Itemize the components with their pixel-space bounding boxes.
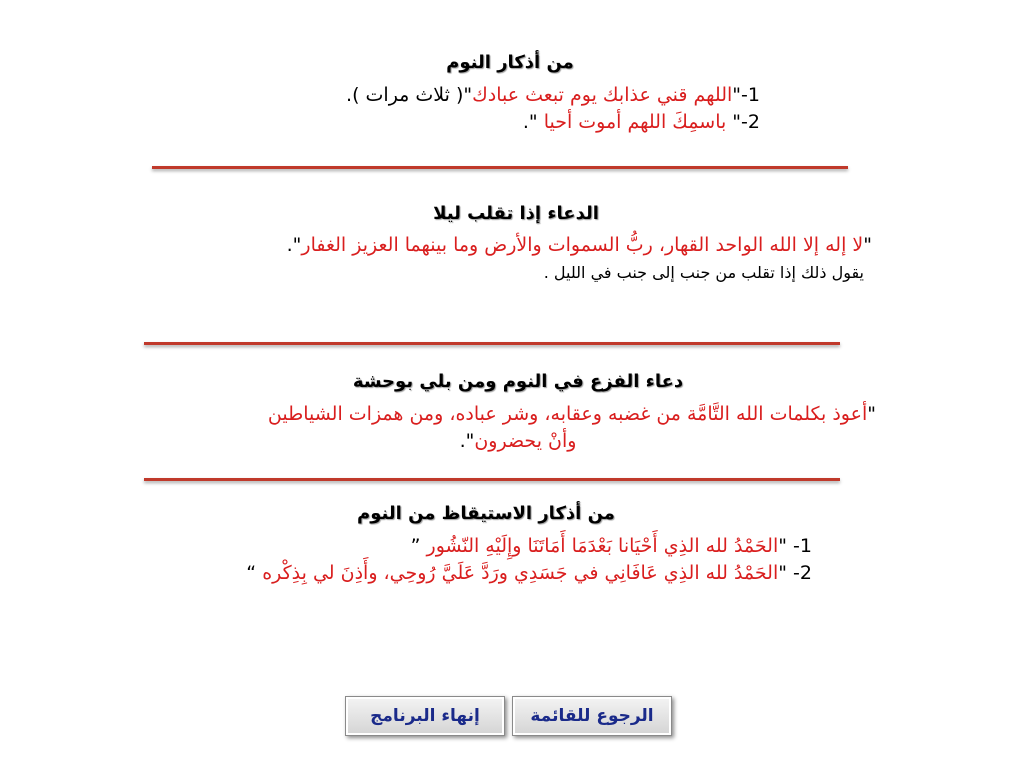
wake-line-1-dua: الحَمْدُ لله الذِي أَحْيَانا بَعْدَمَا أَمَاتَنَا وإِلَيْهِ النّشُور (426, 535, 779, 557)
fear-line-1-dua: أعوذ بكلمات الله التَّامَّة من غضبه وعقابه، وشر عباده، ومن همزات الشياطين (267, 403, 868, 425)
fear-line-1-quote: " (867, 403, 876, 425)
section-sleep-title: من أذكار النوم (446, 52, 574, 73)
fear-line-1 (160, 401, 876, 428)
wake-line-1-number: 1- (787, 535, 812, 557)
section-fear (160, 371, 876, 455)
fear-line-2-dua: وأنْ يحضرون (474, 430, 577, 452)
sleep-line-2 (260, 109, 760, 136)
sleep-line-1-number: 1- (741, 84, 760, 106)
section-sleep (260, 52, 760, 136)
section-wake-title: من أذكار الاستيقاظ من النوم (357, 503, 615, 524)
sleep-line-1 (260, 82, 760, 109)
separator-3 (144, 478, 840, 481)
wake-line-2-quote: " (778, 562, 787, 584)
fear-line-2-end: ". (459, 430, 475, 452)
turn-line-1-quote: " (863, 234, 872, 256)
section-turn (160, 203, 872, 286)
sleep-line-2-dua: باسمِكَ اللهم أموت أحيا (543, 111, 727, 133)
sleep-line-1-dua: اللهم قني عذابك يوم تبعث عبادك (472, 84, 733, 106)
turn-line-1-end: ". (286, 234, 302, 256)
turn-line-1 (160, 232, 872, 259)
turn-line-1-dua: لا إله إلا الله الواحد القهار، ربُّ السموات والأرض وما بينهما العزيز الغفار (301, 234, 864, 256)
sleep-line-2-quote: " (726, 111, 742, 133)
separator-2 (144, 342, 840, 345)
back-to-menu-button[interactable]: الرجوع للقائمة (512, 696, 672, 736)
wake-line-1 (160, 533, 812, 560)
wake-line-2-dua: الحَمْدُ لله الذِي عَافَانِي في جَسَدِي ورَدَّ عَلَيَّ رُوحِي، وأَذِنَ لي بِذِكْره (262, 562, 779, 584)
wake-line-2-end: “ (246, 562, 263, 584)
wake-line-2-number: 2- (787, 562, 812, 584)
turn-note: يقول ذلك إذا تقلب من جنب إلى جنب في الليل . (543, 263, 864, 282)
wake-line-2 (160, 560, 812, 587)
wake-line-1-end: ” (410, 535, 427, 557)
exit-program-button[interactable]: إنهاء البرنامج (345, 696, 505, 736)
wake-line-1-quote: " (778, 535, 787, 557)
sleep-line-2-number: 2- (741, 111, 760, 133)
sleep-line-1-note: "( ثلاث مرات ). (346, 84, 473, 106)
fear-line-2 (160, 428, 876, 455)
section-fear-title: دعاء الفزع في النوم ومن بلي بوحشة (352, 371, 684, 392)
sleep-line-1-quote: " (732, 84, 742, 106)
section-wake (160, 503, 812, 587)
separator-1 (152, 166, 848, 169)
section-turn-title: الدعاء إذا تقلب ليلا (433, 203, 599, 224)
sleep-line-2-end: ". (522, 111, 544, 133)
